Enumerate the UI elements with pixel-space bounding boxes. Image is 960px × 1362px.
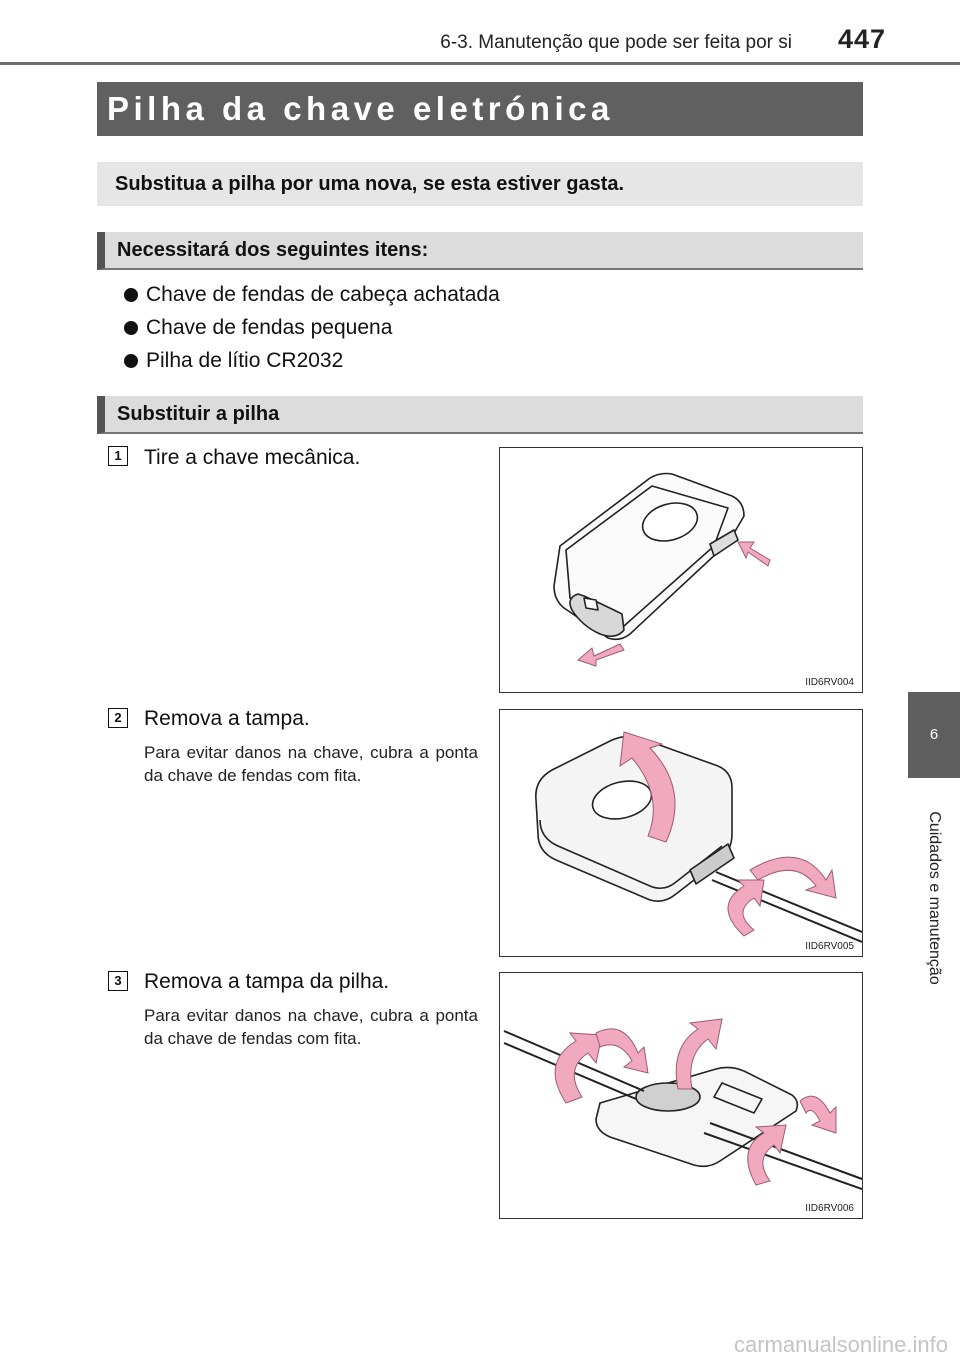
key-fob-illustration xyxy=(500,448,863,693)
step-number-3: 3 xyxy=(108,971,128,991)
cover-removal-illustration xyxy=(500,710,863,957)
bullet-icon xyxy=(124,288,138,302)
items-heading: Necessitará dos seguintes itens: xyxy=(97,232,863,270)
intro-text: Substitua a pilha por uma nova, se esta estiver gasta. xyxy=(97,162,863,206)
page-title: Pilha da chave eletrónica xyxy=(97,82,863,136)
header-rule xyxy=(0,62,960,65)
battery-cover-illustration xyxy=(500,973,863,1219)
figure-step-2 xyxy=(499,709,863,957)
list-item: Pilha de lítio CR2032 xyxy=(124,344,500,377)
bullet-icon xyxy=(124,321,138,335)
step-number-1: 1 xyxy=(108,446,128,466)
figure-step-3 xyxy=(499,972,863,1219)
figure-code-1: IID6RV004 xyxy=(805,677,854,688)
figure-code-2: IID6RV005 xyxy=(805,941,854,952)
list-item: Chave de fendas pequena xyxy=(124,311,500,344)
items-list xyxy=(124,278,500,377)
figure-code-3: IID6RV006 xyxy=(805,1203,854,1214)
bullet-icon xyxy=(124,354,138,368)
page-number: 447 xyxy=(838,24,887,54)
list-item: Chave de fendas de cabeça achatada xyxy=(124,278,500,311)
step-title-3: Remova a tampa da pilha. xyxy=(144,970,390,993)
watermark: carmanualsonline.info xyxy=(733,1332,948,1357)
header-section-title: 6-3. Manutenção que pode ser feita por si xyxy=(440,32,792,53)
step-title-1: Tire a chave mecânica. xyxy=(144,446,361,469)
figure-step-1 xyxy=(499,447,863,693)
step-note-2: Para evitar danos na chave, cubra a ponta da chave de fendas com fita. xyxy=(144,743,478,785)
chapter-tab: 6 xyxy=(908,692,960,778)
chapter-label: Cuidados e manutenção xyxy=(926,811,943,985)
procedure-heading: Substituir a pilha xyxy=(97,396,863,434)
step-number-2: 2 xyxy=(108,708,128,728)
step-title-2: Remova a tampa. xyxy=(144,707,310,730)
step-note-3: Para evitar danos na chave, cubra a ponta da chave de fendas com fita. xyxy=(144,1006,478,1048)
